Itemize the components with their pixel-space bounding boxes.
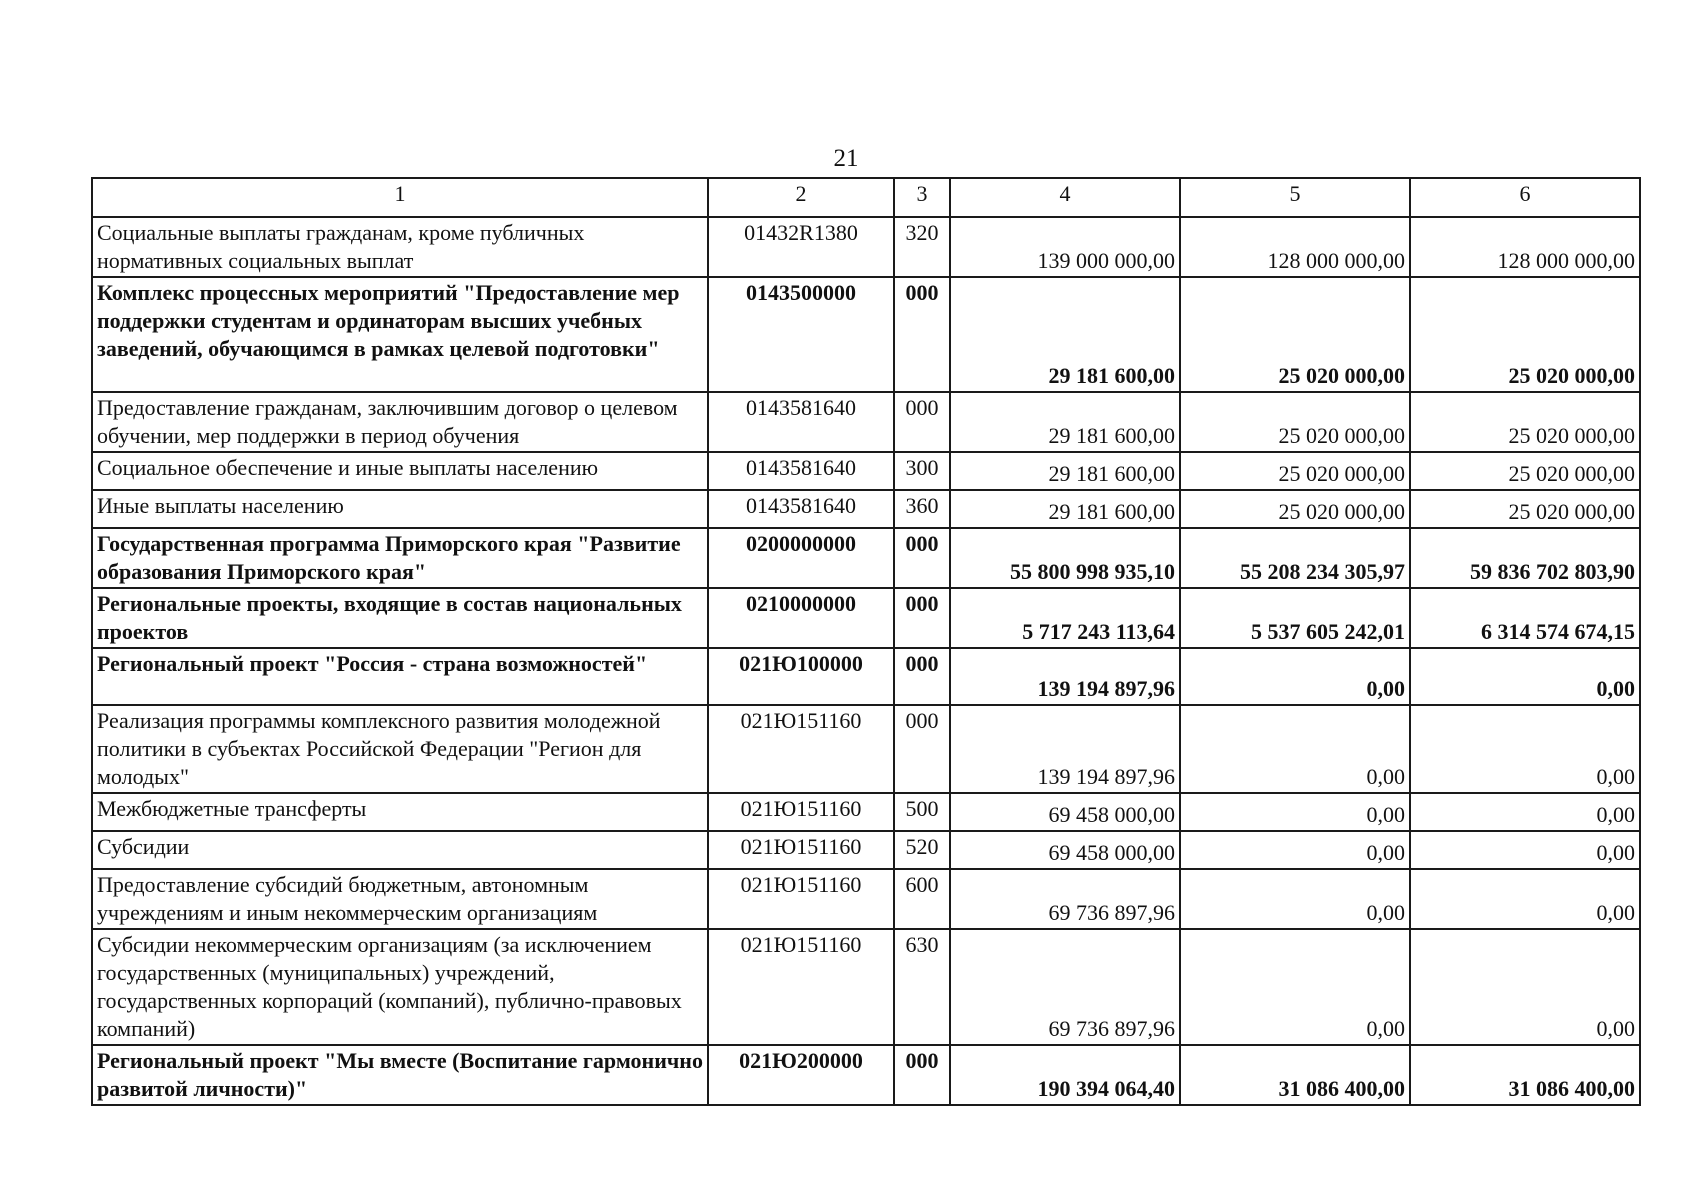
amount-year-3: 0,00 bbox=[1410, 705, 1640, 793]
expense-type-code: 520 bbox=[894, 831, 950, 869]
budget-table bbox=[91, 177, 1641, 1106]
row-name: Предоставление гражданам, заключившим договор о целевом обучении, мер поддержки в период обучения bbox=[92, 392, 708, 452]
expense-type-code: 300 bbox=[894, 452, 950, 490]
table-row bbox=[92, 705, 1640, 793]
amount-year-2: 0,00 bbox=[1180, 705, 1410, 793]
amount-year-2: 25 020 000,00 bbox=[1180, 452, 1410, 490]
amount-year-1: 69 736 897,96 bbox=[950, 929, 1180, 1045]
table-row bbox=[92, 831, 1640, 869]
target-article-code: 021Ю200000 bbox=[708, 1045, 894, 1105]
target-article-code: 0200000000 bbox=[708, 528, 894, 588]
target-article-code: 021Ю100000 bbox=[708, 648, 894, 705]
expense-type-code: 000 bbox=[894, 588, 950, 648]
row-name: Комплекс процессных мероприятий "Предоставление мер поддержки студентам и ординаторам высших учебных заведений, обучающимся в рамках целевой подготовки" bbox=[92, 277, 708, 392]
row-name: Региональный проект "Мы вместе (Воспитание гармонично развитой личности)" bbox=[92, 1045, 708, 1105]
expense-type-code: 600 bbox=[894, 869, 950, 929]
column-number-5: 5 bbox=[1180, 178, 1410, 217]
target-article-code: 021Ю151160 bbox=[708, 929, 894, 1045]
amount-year-3: 25 020 000,00 bbox=[1410, 277, 1640, 392]
amount-year-2: 0,00 bbox=[1180, 929, 1410, 1045]
target-article-code: 0143581640 bbox=[708, 392, 894, 452]
target-article-code: 0210000000 bbox=[708, 588, 894, 648]
table-row bbox=[92, 277, 1640, 392]
table-row bbox=[92, 392, 1640, 452]
target-article-code: 01432R1380 bbox=[708, 217, 894, 277]
table-row bbox=[92, 929, 1640, 1045]
amount-year-1: 139 000 000,00 bbox=[950, 217, 1180, 277]
amount-year-2: 31 086 400,00 bbox=[1180, 1045, 1410, 1105]
target-article-code: 021Ю151160 bbox=[708, 705, 894, 793]
expense-type-code: 000 bbox=[894, 648, 950, 705]
amount-year-1: 69 736 897,96 bbox=[950, 869, 1180, 929]
amount-year-3: 0,00 bbox=[1410, 869, 1640, 929]
amount-year-2: 0,00 bbox=[1180, 648, 1410, 705]
table-row bbox=[92, 793, 1640, 831]
expense-type-code: 500 bbox=[894, 793, 950, 831]
amount-year-2: 5 537 605 242,01 bbox=[1180, 588, 1410, 648]
amount-year-3: 25 020 000,00 bbox=[1410, 490, 1640, 528]
expense-type-code: 000 bbox=[894, 277, 950, 392]
amount-year-1: 190 394 064,40 bbox=[950, 1045, 1180, 1105]
amount-year-2: 0,00 bbox=[1180, 793, 1410, 831]
target-article-code: 021Ю151160 bbox=[708, 793, 894, 831]
page-number: 21 bbox=[833, 145, 859, 172]
target-article-code: 021Ю151160 bbox=[708, 831, 894, 869]
row-name: Предоставление субсидий бюджетным, автономным учреждениям и иным некоммерческим организациям bbox=[92, 869, 708, 929]
amount-year-3: 6 314 574 674,15 bbox=[1410, 588, 1640, 648]
amount-year-3: 59 836 702 803,90 bbox=[1410, 528, 1640, 588]
amount-year-1: 139 194 897,96 bbox=[950, 648, 1180, 705]
expense-type-code: 000 bbox=[894, 705, 950, 793]
row-name: Региональный проект "Россия - страна возможностей" bbox=[92, 648, 708, 705]
target-article-code: 021Ю151160 bbox=[708, 869, 894, 929]
target-article-code: 0143581640 bbox=[708, 452, 894, 490]
expense-type-code: 360 bbox=[894, 490, 950, 528]
table-row bbox=[92, 452, 1640, 490]
column-number-row bbox=[92, 178, 1640, 217]
table-row bbox=[92, 1045, 1640, 1105]
target-article-code: 0143581640 bbox=[708, 490, 894, 528]
column-number-2: 2 bbox=[708, 178, 894, 217]
row-name: Субсидии bbox=[92, 831, 708, 869]
column-number-6: 6 bbox=[1410, 178, 1640, 217]
amount-year-2: 25 020 000,00 bbox=[1180, 277, 1410, 392]
target-article-code: 0143500000 bbox=[708, 277, 894, 392]
amount-year-3: 0,00 bbox=[1410, 929, 1640, 1045]
row-name: Субсидии некоммерческим организациям (за исключением государственных (муниципальных) учреждений, государственных корпораций (компаний), публично-правовых компаний) bbox=[92, 929, 708, 1045]
amount-year-3: 0,00 bbox=[1410, 648, 1640, 705]
expense-type-code: 630 bbox=[894, 929, 950, 1045]
row-name: Реализация программы комплексного развития молодежной политики в субъектах Российской Федерации "Регион для молодых" bbox=[92, 705, 708, 793]
amount-year-1: 69 458 000,00 bbox=[950, 831, 1180, 869]
amount-year-2: 128 000 000,00 bbox=[1180, 217, 1410, 277]
amount-year-1: 29 181 600,00 bbox=[950, 490, 1180, 528]
amount-year-1: 29 181 600,00 bbox=[950, 392, 1180, 452]
amount-year-1: 69 458 000,00 bbox=[950, 793, 1180, 831]
expense-type-code: 320 bbox=[894, 217, 950, 277]
amount-year-1: 139 194 897,96 bbox=[950, 705, 1180, 793]
amount-year-3: 0,00 bbox=[1410, 831, 1640, 869]
amount-year-1: 5 717 243 113,64 bbox=[950, 588, 1180, 648]
row-name: Региональные проекты, входящие в состав национальных проектов bbox=[92, 588, 708, 648]
expense-type-code: 000 bbox=[894, 528, 950, 588]
amount-year-3: 31 086 400,00 bbox=[1410, 1045, 1640, 1105]
amount-year-2: 55 208 234 305,97 bbox=[1180, 528, 1410, 588]
table-row bbox=[92, 490, 1640, 528]
row-name: Государственная программа Приморского края "Развитие образования Приморского края" bbox=[92, 528, 708, 588]
table-row bbox=[92, 588, 1640, 648]
amount-year-3: 25 020 000,00 bbox=[1410, 452, 1640, 490]
amount-year-2: 0,00 bbox=[1180, 869, 1410, 929]
amount-year-1: 55 800 998 935,10 bbox=[950, 528, 1180, 588]
amount-year-3: 128 000 000,00 bbox=[1410, 217, 1640, 277]
amount-year-3: 0,00 bbox=[1410, 793, 1640, 831]
amount-year-2: 0,00 bbox=[1180, 831, 1410, 869]
column-number-4: 4 bbox=[950, 178, 1180, 217]
row-name: Социальное обеспечение и иные выплаты населению bbox=[92, 452, 708, 490]
row-name: Социальные выплаты гражданам, кроме публичных нормативных социальных выплат bbox=[92, 217, 708, 277]
row-name: Иные выплаты населению bbox=[92, 490, 708, 528]
table-row bbox=[92, 648, 1640, 705]
amount-year-1: 29 181 600,00 bbox=[950, 452, 1180, 490]
row-name: Межбюджетные трансферты bbox=[92, 793, 708, 831]
amount-year-1: 29 181 600,00 bbox=[950, 277, 1180, 392]
amount-year-2: 25 020 000,00 bbox=[1180, 392, 1410, 452]
amount-year-2: 25 020 000,00 bbox=[1180, 490, 1410, 528]
column-number-1: 1 bbox=[92, 178, 708, 217]
expense-type-code: 000 bbox=[894, 1045, 950, 1105]
column-number-3: 3 bbox=[894, 178, 950, 217]
expense-type-code: 000 bbox=[894, 392, 950, 452]
table-row bbox=[92, 869, 1640, 929]
amount-year-3: 25 020 000,00 bbox=[1410, 392, 1640, 452]
table-row bbox=[92, 217, 1640, 277]
table-row bbox=[92, 528, 1640, 588]
